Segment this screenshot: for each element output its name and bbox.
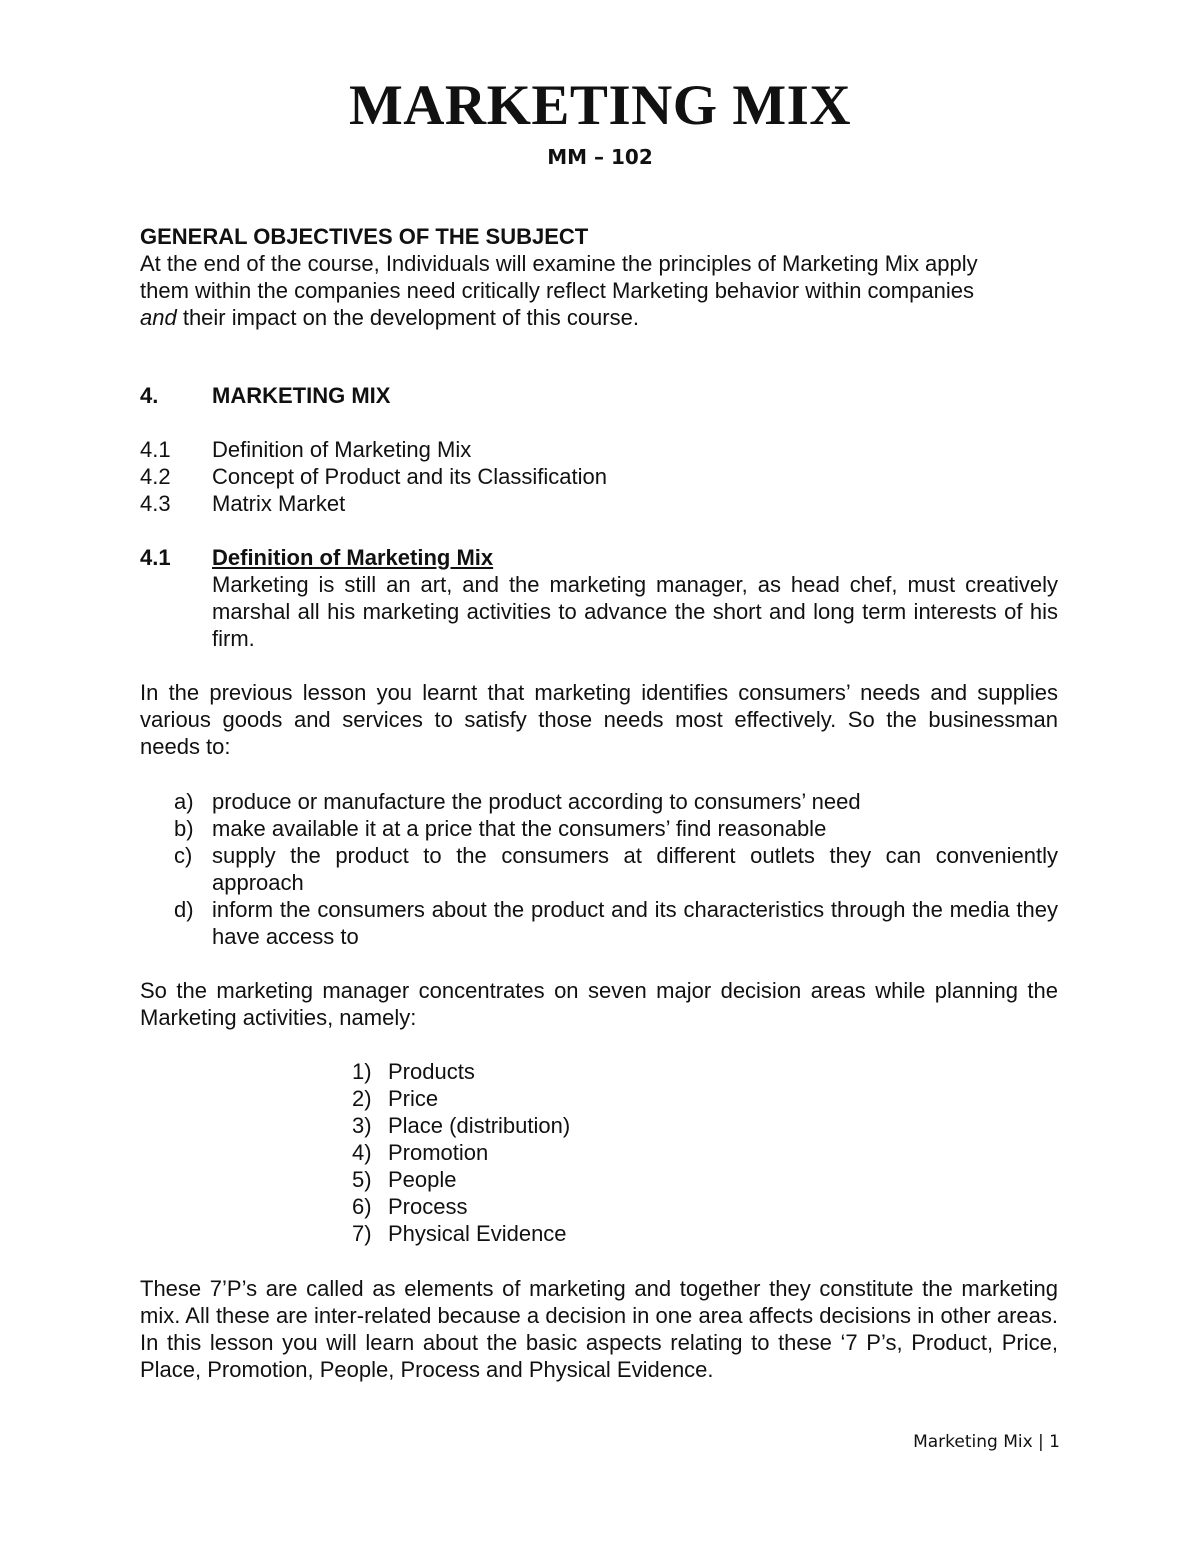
document-title: MARKETING MIX [348, 74, 852, 137]
toc-item [140, 436, 1058, 463]
section-number: 4. [140, 383, 159, 408]
list-text: make available it at a price that the consumers’ find reasonable [212, 816, 827, 841]
seven-ps-number: 3) [352, 1113, 372, 1138]
objectives-line-1: At the end of the course, Individuals will examine the principles of Marketing Mix apply [140, 251, 978, 276]
toc-item [140, 463, 1058, 490]
seven-ps-number: 2) [352, 1086, 372, 1111]
definition-paragraph: Marketing is still an art, and the marketing manager, as head chef, must creatively marshal all his marketing activities to advance the short and long term interests of his firm. [212, 572, 1058, 651]
decision-areas-paragraph: So the marketing manager concentrates on seven major decision areas while planning the Marketing activities, namely: [140, 978, 1058, 1030]
subsection-heading [140, 544, 1058, 571]
list-text: supply the product to the consumers at different outlets they can conveniently approach [212, 843, 1058, 895]
seven-ps-text: Promotion [388, 1140, 489, 1165]
seven-ps-item [352, 1220, 752, 1247]
seven-ps-number: 5) [352, 1167, 372, 1192]
seven-ps-text: Products [388, 1059, 475, 1084]
seven-ps-item [352, 1193, 752, 1220]
section-heading [140, 382, 1058, 409]
seven-ps-number: 6) [352, 1194, 372, 1219]
toc-number: 4.2 [140, 464, 171, 489]
seven-ps-item [352, 1058, 752, 1085]
seven-ps-text: People [388, 1167, 457, 1192]
seven-ps-item [352, 1166, 752, 1193]
subsection-title: Definition of Marketing Mix [212, 545, 494, 570]
seven-ps-text: Price [388, 1086, 439, 1111]
toc-number: 4.1 [140, 437, 171, 462]
seven-ps-number: 1) [352, 1059, 372, 1084]
seven-ps-item [352, 1112, 752, 1139]
lesson-paragraph: In the previous lesson you learnt that marketing identifies consumers’ needs and supplies various goods and services to satisfy those needs most effectively. So the businessman needs to: [140, 680, 1058, 759]
seven-ps-number: 7) [352, 1221, 372, 1246]
section-title: MARKETING MIX [212, 383, 391, 408]
seven-ps-item [352, 1085, 752, 1112]
objectives-heading: GENERAL OBJECTIVES OF THE SUBJECT [140, 224, 589, 249]
list-text: inform the consumers about the product and its characteristics through the media they have access to [212, 897, 1058, 949]
toc-text: Definition of Marketing Mix [212, 437, 472, 462]
toc-text: Matrix Market [212, 491, 346, 516]
objectives-italic-word: and [140, 305, 177, 330]
seven-ps-text: Physical Evidence [388, 1221, 567, 1246]
seven-ps-item [352, 1139, 752, 1166]
page-footer: Marketing Mix | 1 [913, 1432, 1060, 1452]
objectives-body [140, 250, 1058, 331]
seven-ps-text: Process [388, 1194, 468, 1219]
list-label: c) [174, 843, 193, 868]
toc-item [140, 490, 1058, 517]
toc-text: Concept of Product and its Classification [212, 464, 607, 489]
list-text: produce or manufacture the product according to consumers’ need [212, 789, 861, 814]
objectives-line-3 [140, 304, 1058, 331]
objectives-line-3-rest: their impact on the development of this course. [176, 305, 639, 330]
list-label: b) [174, 816, 194, 841]
course-code: MM – 102 [547, 145, 653, 169]
toc-number: 4.3 [140, 491, 171, 516]
objectives-line-2: them within the companies need critically reflect Marketing behavior within companies [140, 278, 974, 303]
seven-ps-number: 4) [352, 1140, 372, 1165]
list-label: a) [174, 789, 194, 814]
seven-ps-text: Place (distribution) [388, 1113, 571, 1138]
list-label: d) [174, 897, 194, 922]
seven-ps-paragraph: These 7’P’s are called as elements of marketing and together they constitute the marketing mix. All these are inter-related because a decision in one area affects decisions in other areas. In this lesson you will learn about the basic aspects relating to these ‘7 P’s, Product, Price, Place, Promotion, People, Process and Physical Evidence. [140, 1276, 1058, 1382]
subsection-number: 4.1 [140, 545, 171, 570]
